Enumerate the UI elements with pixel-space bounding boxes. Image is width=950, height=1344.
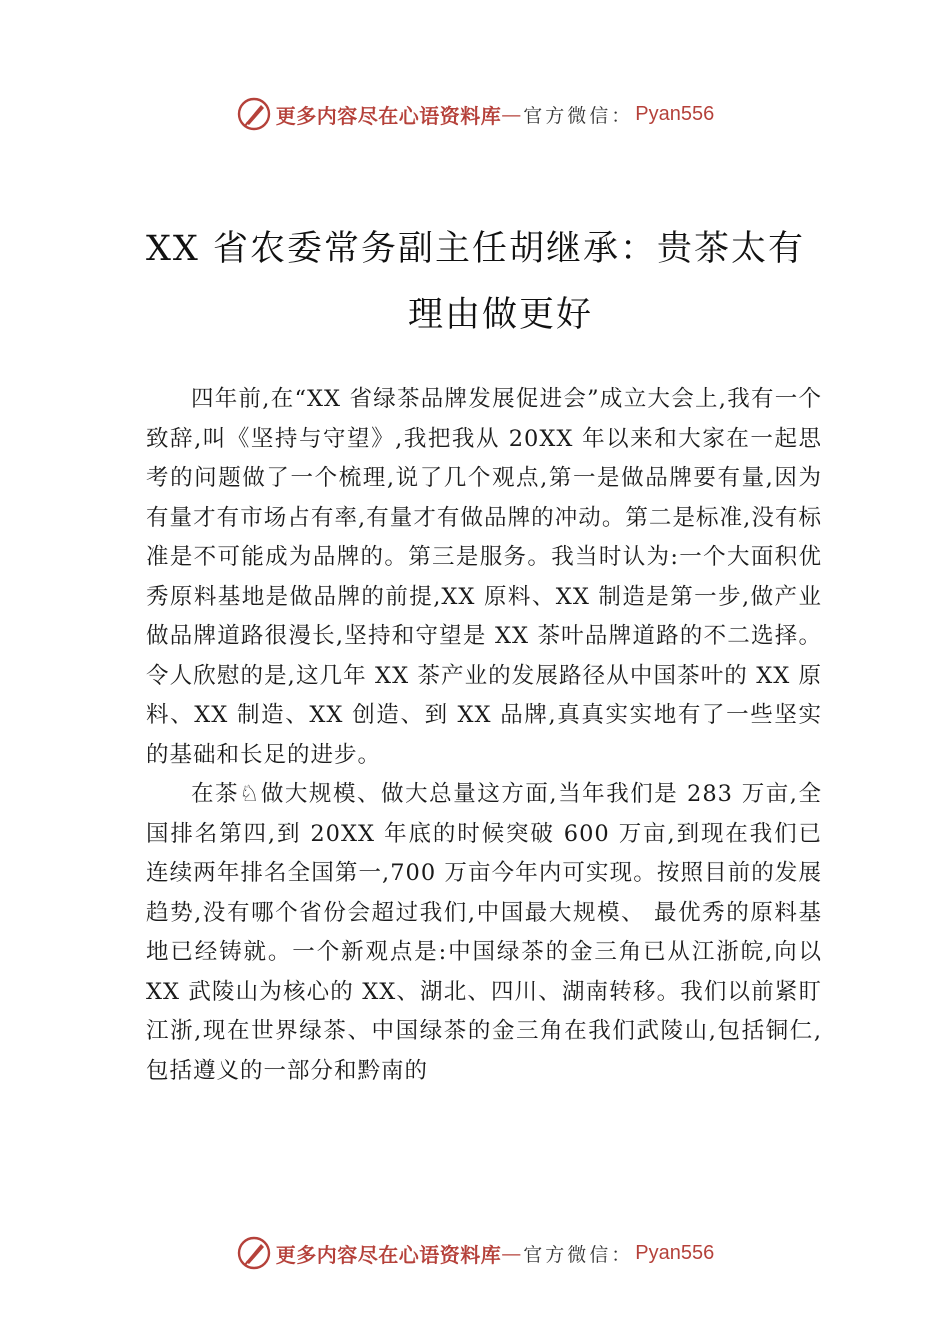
document-body: [146, 380, 822, 1091]
watermark-text: 更多内容尽在心语资料库: [275, 1242, 502, 1267]
paragraph-1: 四年前,在“XX 省绿茶品牌发展促进会”成立大会上,我有一个致辞,叫《坚持与守望》,我把我从 20XX 年以来和大家在一起思考的问题做了一个梳理,说了几个观点,第一是做品牌要有量,因为有量才有市场占有率,有量才有做品牌的冲动。第二是标准,没有标准是不可能成为品牌的。第三是服务。我当时认为:一个大面积优秀原料基地是做品牌的前提,XX 原料、XX 制造是第一步,做产业做品牌道路很漫长,坚持和守望是 XX 茶叶品牌道路的不二选择。令人欣慰的是,这几年 XX 茶产业的发展路径从中国茶叶的 XX 原料、XX 制造、XX 创造、到 XX 品牌,真真实实地有了一些坚实的基础和长足的进步。: [146, 386, 822, 768]
paragraph-2: 在茶♘做大规模、做大总量这方面,当年我们是 283 万亩,全国排名第四,到 20XX 年底的时候突破 600 万亩,到现在我们已连续两年排名全国第一,700 万亩今年内可实现。按照目前的发展趋势,没有哪个省份会超过我们,中国最大规模、 最优秀的原料基地已经铸就。一个新观点是:中国绿茶的金三角已从江浙皖,向以 XX 武陵山为核心的 XX、湖北、四川、湖南转移。我们以前紧盯江浙,现在世界绿茶、中国绿茶的金三角在我们武陵山,包括铜仁,包括遵义的一部分和黔南的: [146, 781, 822, 1084]
document-title: [146, 216, 826, 348]
watermark-wechat-id: Pyan556: [635, 102, 715, 125]
watermark-separator: —: [501, 102, 522, 126]
title-line-2: 理由做更好: [408, 295, 594, 335]
watermark-wechat-label: 官方微信：: [523, 1243, 634, 1266]
quill-logo-icon: [236, 1235, 272, 1271]
watermark-wechat-label: 官方微信：: [523, 104, 634, 127]
title-line-1: XX 省农委常务副主任胡继承：贵茶太有: [146, 229, 805, 269]
watermark-banner-top: [0, 94, 950, 134]
watermark-wechat-id: Pyan556: [635, 1241, 715, 1264]
watermark-banner-bottom: [0, 1233, 950, 1273]
watermark-text: 更多内容尽在心语资料库: [275, 103, 502, 128]
watermark-separator: —: [501, 1241, 522, 1265]
quill-logo-icon: [236, 96, 272, 132]
